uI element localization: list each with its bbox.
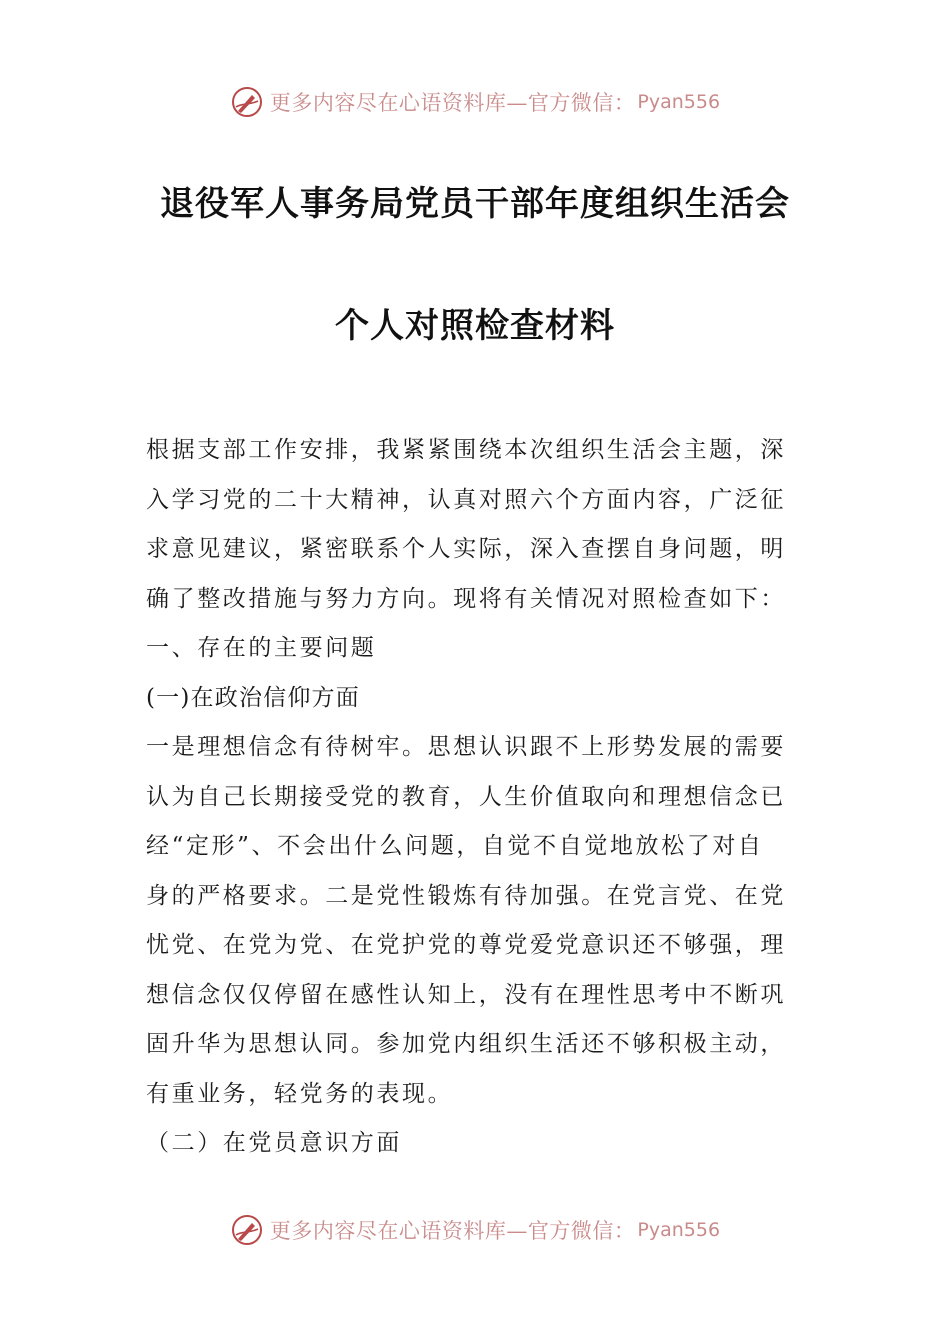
subsection-heading: （二）在党员意识方面 <box>146 1130 402 1156</box>
body-line: 入学习党的二十大精神，认真对照六个方面内容，广泛征 <box>146 486 786 513</box>
watermark-banner-top <box>0 82 950 122</box>
body-line: 固升华为思想认同。参加党内组织生活还不够积极主动， <box>146 1031 786 1057</box>
watermark-wechat-id: Pyan556 <box>637 1219 721 1241</box>
body-line: 确了整改措施与努力方向。现将有关情况对照检查如下： <box>146 585 786 612</box>
watermark-text: 更多内容尽在心语资料库—官方微信： <box>269 1219 636 1243</box>
body-line: 经“定形”、不会出什么问题，自觉不自觉地放松了对自 <box>146 833 764 859</box>
document-body <box>146 426 808 1169</box>
watermark-wechat-id: Pyan556 <box>637 91 721 113</box>
body-line: 忧党、在党为党、在党护党的尊党爱党意识还不够强，理 <box>146 932 786 958</box>
body-line: 求意见建议，紧密联系个人实际，深入查摆自身问题，明 <box>146 536 786 562</box>
body-line: 一是理想信念有待树牢。思想认识跟不上形势发展的需要 <box>146 734 786 760</box>
pen-logo-icon <box>230 85 264 119</box>
body-line: 认为自己长期接受党的教育，人生价值取向和理想信念已 <box>146 783 786 810</box>
watermark-banner-bottom <box>0 1210 950 1250</box>
section-heading: 一、存在的主要问题 <box>146 635 377 661</box>
body-line: 有重业务，轻党务的表现。 <box>146 1080 454 1107</box>
body-line: 想信念仅仅停留在感性认知上，没有在理性思考中不断巩 <box>146 981 786 1008</box>
pen-logo-icon <box>230 1213 264 1247</box>
body-line: 根据支部工作安排，我紧紧围绕本次组织生活会主题，深 <box>146 437 786 463</box>
subsection-heading: (一)在政治信仰方面 <box>146 684 360 711</box>
watermark-text: 更多内容尽在心语资料库—官方微信： <box>269 91 636 115</box>
document-title-line-1: 退役军人事务局党员干部年度组织生活会 <box>160 184 790 224</box>
document-title-line-2: 个人对照检查材料 <box>335 306 615 346</box>
body-line: 身的严格要求。二是党性锻炼有待加强。在党言党、在党 <box>146 882 786 909</box>
